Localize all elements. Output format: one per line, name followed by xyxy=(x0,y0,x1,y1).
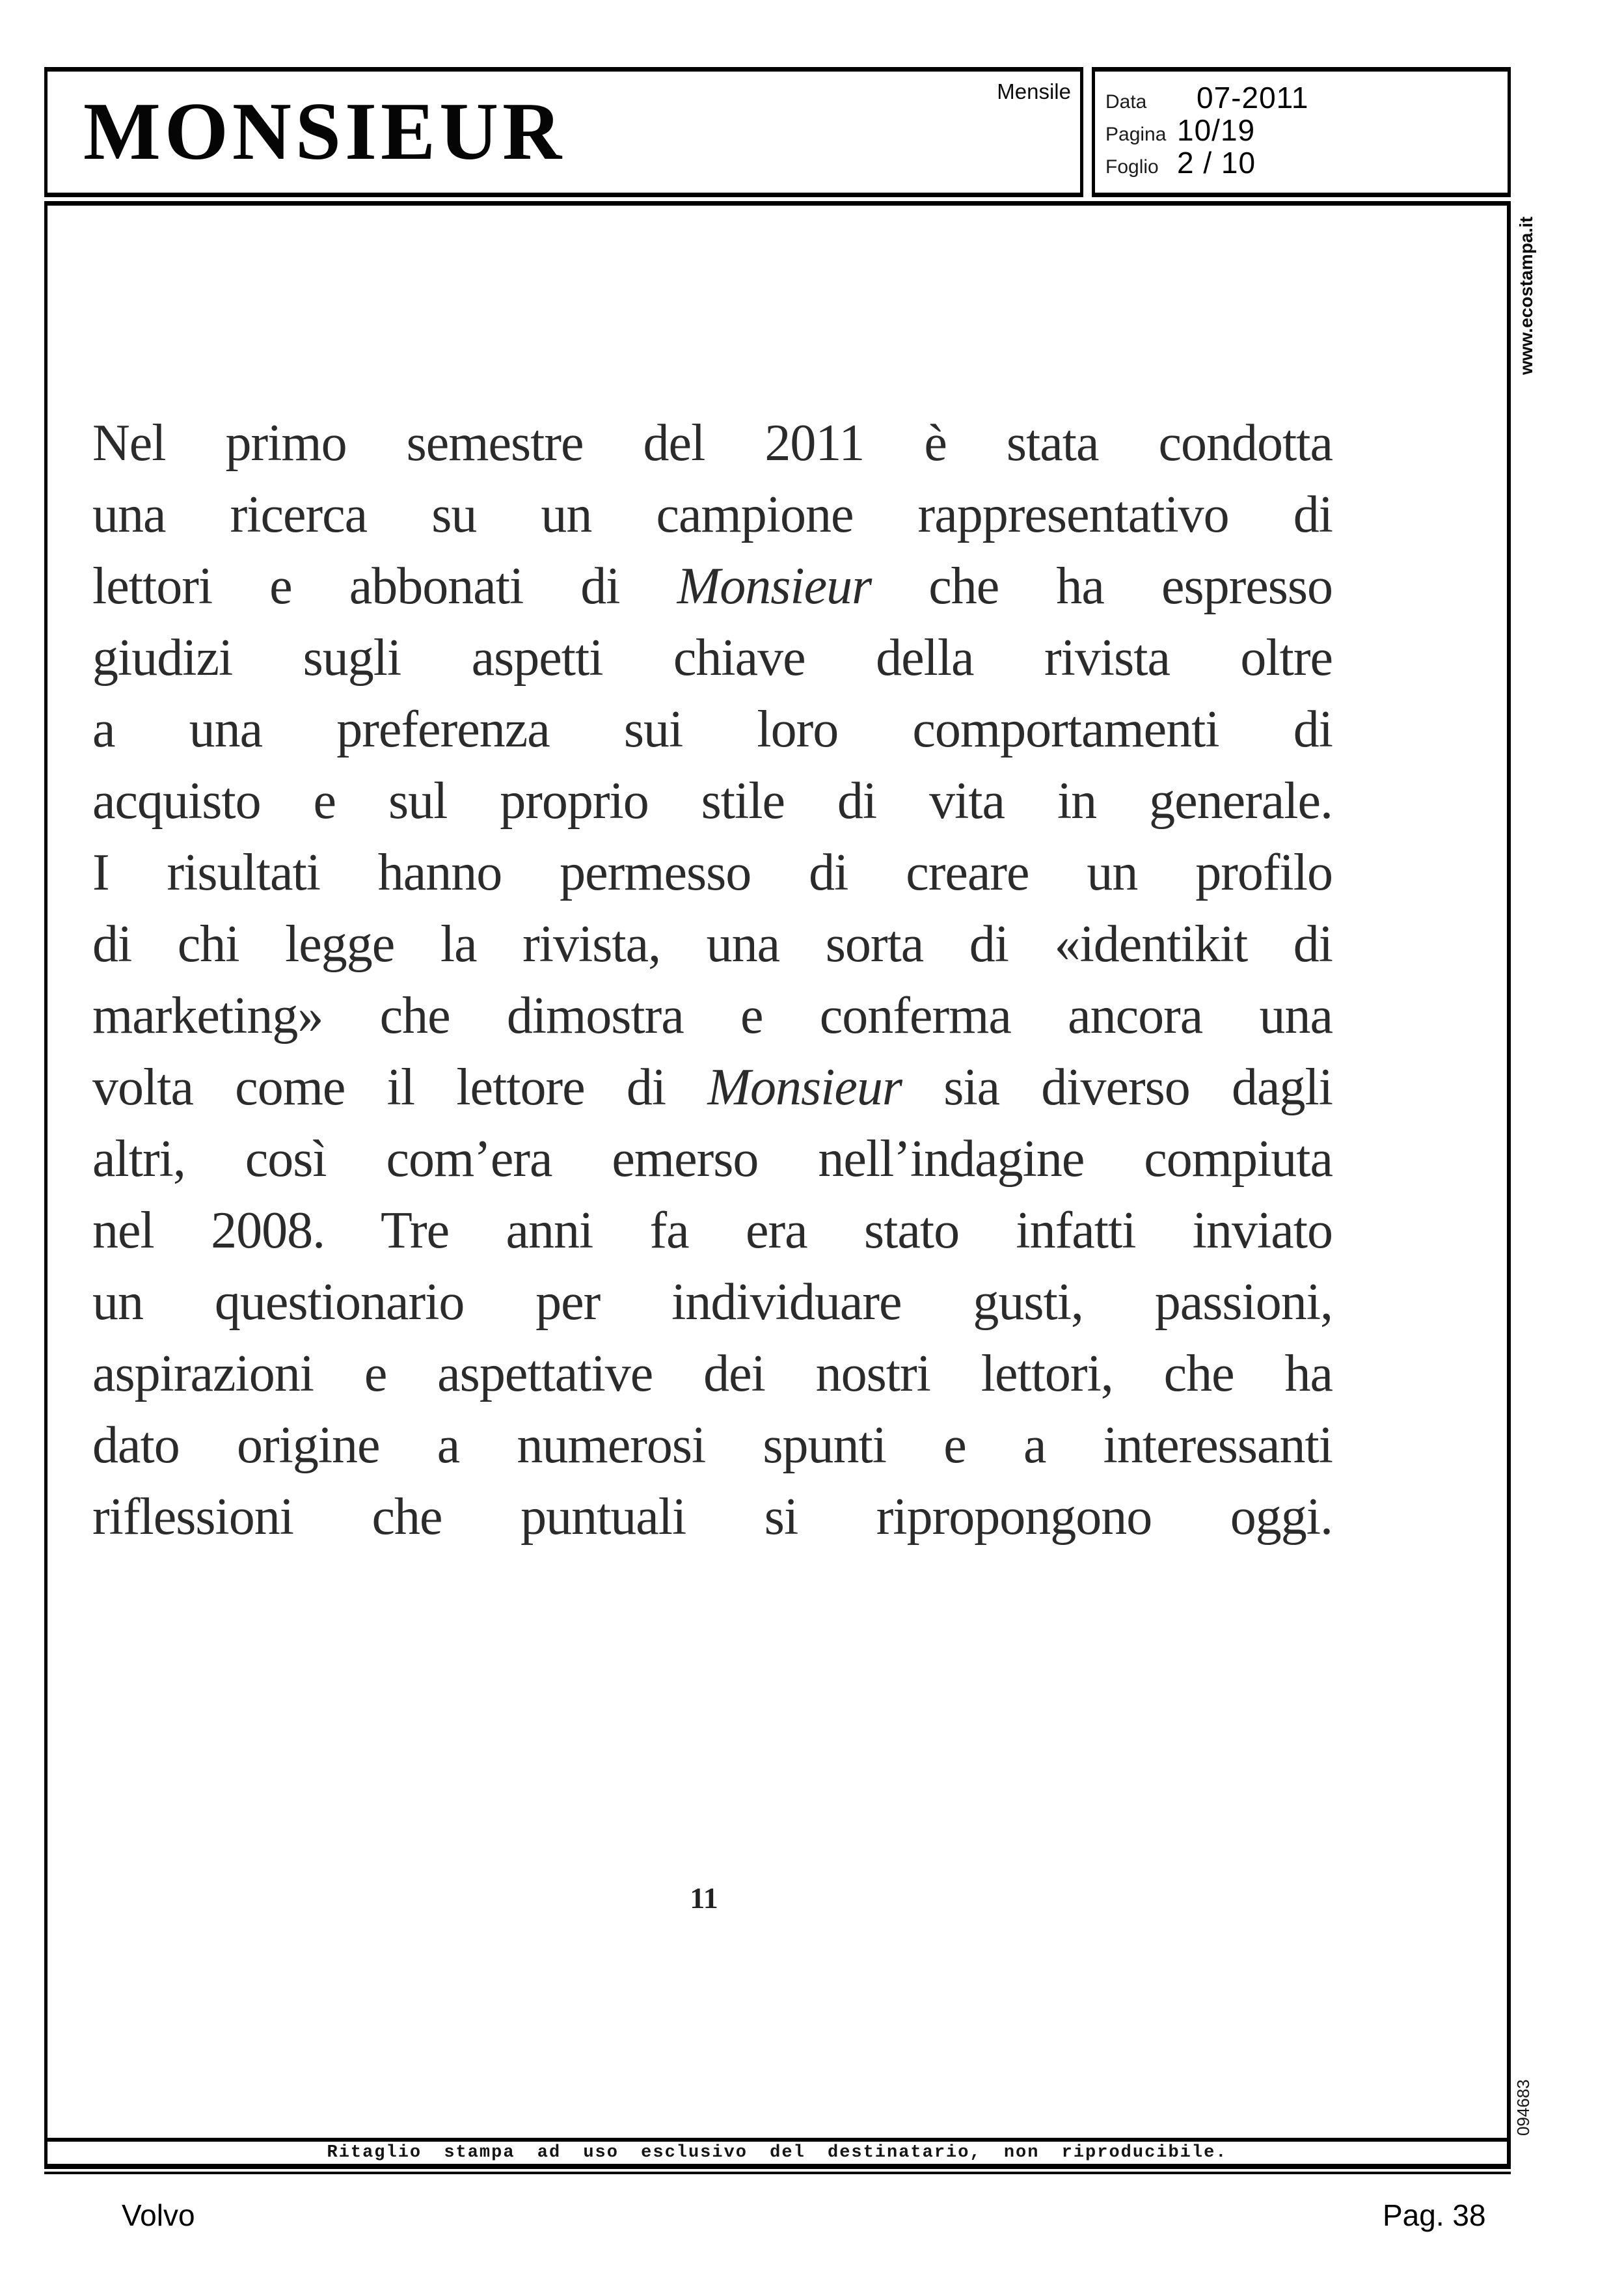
text-segment: un questionario per individuare gusti, passioni, xyxy=(92,1274,1333,1331)
text-line xyxy=(92,1052,1333,1123)
text-segment: marketing» che dimostra e conferma ancora una xyxy=(92,987,1333,1044)
clipping-page-ref: Pag. 38 xyxy=(1383,2198,1486,2232)
disclaimer-text: Ritaglio stampa ad uso esclusivo del destinatario, non riproducibile. xyxy=(327,2143,1228,2163)
client-name: Volvo xyxy=(122,2198,195,2232)
meta-row-foglio xyxy=(1105,145,1508,178)
foglio-value: 2 / 10 xyxy=(1177,146,1256,180)
text-segment: di chi legge la rivista, una sorta di «identikit di xyxy=(92,916,1333,973)
text-line xyxy=(92,908,1333,980)
masthead-box xyxy=(44,67,1083,197)
text-line xyxy=(92,1266,1333,1338)
text-segment: lettori e abbonati di xyxy=(92,558,677,615)
text-line xyxy=(92,694,1333,765)
disclaimer-strip xyxy=(47,2138,1507,2164)
foglio-label: Foglio xyxy=(1105,156,1159,178)
text-line xyxy=(92,551,1333,622)
text-line xyxy=(92,1481,1333,1553)
text-line xyxy=(92,622,1333,694)
text-segment: una ricerca su un campione rappresentativo di xyxy=(92,486,1333,543)
text-line xyxy=(92,1195,1333,1266)
text-line xyxy=(92,1410,1333,1481)
text-segment: nel 2008. Tre anni fa era stato infatti inviato xyxy=(92,1202,1333,1259)
meta-row-pagina xyxy=(1105,113,1508,145)
clipping-code-vertical: 094683 xyxy=(1513,2079,1533,2136)
article-text xyxy=(92,407,1333,1553)
text-line xyxy=(92,1338,1333,1410)
magazine-title-italic: Monsieur xyxy=(677,558,872,615)
text-segment: che ha espresso xyxy=(871,558,1333,615)
text-line xyxy=(92,980,1333,1052)
text-line xyxy=(92,407,1333,479)
text-segment: acquisto e sul proprio stile di vita in generale. xyxy=(92,772,1333,830)
data-value: 07-2011 xyxy=(1197,81,1309,115)
data-label: Data xyxy=(1105,91,1147,113)
pagina-value: 10/19 xyxy=(1177,113,1256,147)
text-segment: Nel primo semestre del 2011 è stata condotta xyxy=(92,415,1333,472)
publication-logo: MONSIEUR xyxy=(83,87,566,177)
text-line xyxy=(92,765,1333,837)
magazine-title-italic: Monsieur xyxy=(707,1059,902,1116)
text-segment: aspirazioni e aspettative dei nostri lettori, che ha xyxy=(92,1345,1333,1402)
text-segment: riflessioni che puntuali si ripropongono oggi. xyxy=(92,1488,1333,1546)
frequency-label: Mensile xyxy=(997,79,1071,103)
bottom-rule xyxy=(44,2172,1511,2174)
text-segment: volta come il lettore di xyxy=(92,1059,708,1116)
text-segment: a una preferenza sui loro comportamenti di xyxy=(92,701,1333,758)
ecostampa-website-vertical: www.ecostampa.it xyxy=(1516,216,1536,375)
meta-row-data xyxy=(1105,80,1508,113)
text-line xyxy=(92,479,1333,551)
text-line xyxy=(92,837,1333,908)
pagina-label: Pagina xyxy=(1105,124,1167,145)
text-segment: sia diverso dagli xyxy=(901,1059,1333,1116)
text-line xyxy=(92,1123,1333,1195)
text-segment: altri, così com’era emerso nell’indagine compiuta xyxy=(92,1130,1333,1188)
text-segment: giudizi sugli aspetti chiave della rivista oltre xyxy=(92,629,1333,687)
text-segment: I risultati hanno permesso di creare un profilo xyxy=(92,844,1333,901)
text-segment: dato origine a numerosi spunti e a interessanti xyxy=(92,1417,1333,1474)
magazine-page-number: 11 xyxy=(690,1881,718,1915)
meta-box xyxy=(1092,67,1511,197)
